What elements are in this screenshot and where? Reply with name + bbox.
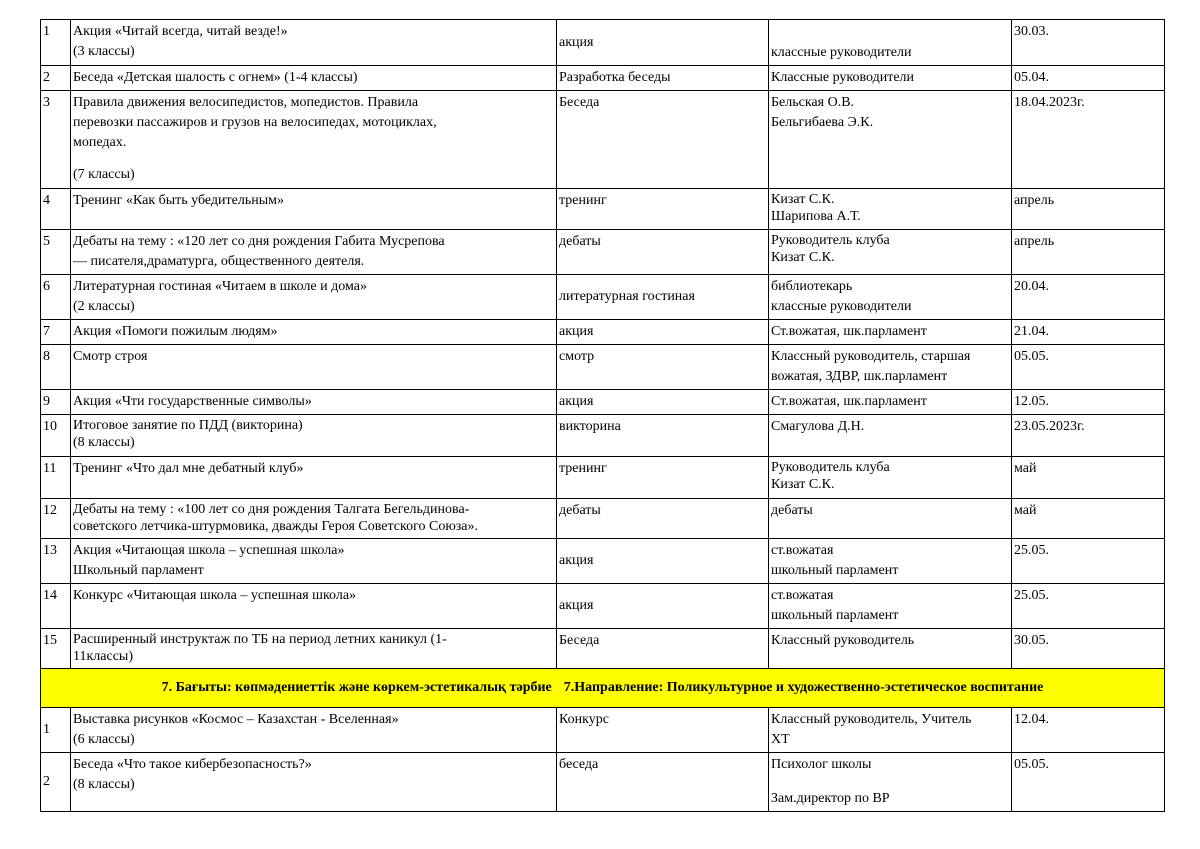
table-row	[41, 457, 1165, 499]
responsible-text: ХТ	[771, 732, 790, 747]
event-text: (7 классы)	[73, 167, 135, 182]
responsible-cell	[769, 66, 1012, 91]
event-text: Акция «Читающая школа – успешная школа»	[73, 543, 345, 558]
date-cell: 30.03.	[1012, 20, 1165, 66]
event-text: — писателя,драматурга, общественного деятеля.	[73, 254, 365, 269]
spacer	[73, 153, 554, 165]
responsible-text: Смагулова Д.Н.	[771, 419, 865, 434]
table-row	[41, 753, 1165, 812]
row-number: 13	[41, 539, 71, 584]
row-number: 1	[41, 20, 71, 66]
event-text: (8 классы)	[73, 777, 135, 792]
responsible-text: Кизат С.К.	[771, 477, 835, 492]
section-header	[41, 669, 1165, 708]
responsible-cell	[769, 584, 1012, 629]
event-text: Акция «Помоги пожилым людям»	[73, 324, 278, 339]
row-number: 2	[41, 753, 71, 812]
responsible-text: Психолог школы	[771, 757, 872, 772]
spacer	[771, 775, 1009, 789]
responsible-text: ст.вожатая	[771, 588, 834, 603]
form-cell: смотр	[557, 345, 769, 390]
date-cell: апрель	[1012, 230, 1165, 275]
responsible-text: Ст.вожатая, шк.парламент	[771, 394, 927, 409]
row-number: 9	[41, 390, 71, 415]
event-cell	[71, 708, 557, 753]
form-cell: Конкурс	[557, 708, 769, 753]
responsible-cell	[769, 753, 1012, 812]
responsible-cell	[769, 499, 1012, 539]
responsible-text: Руководитель клуба	[771, 233, 890, 248]
event-cell	[71, 275, 557, 320]
table-row	[41, 629, 1165, 669]
form-cell: тренинг	[557, 457, 769, 499]
responsible-text: Классный руководитель	[771, 633, 915, 648]
date-cell: май	[1012, 457, 1165, 499]
form-cell: викторина	[557, 415, 769, 457]
responsible-text: Ст.вожатая, шк.парламент	[771, 324, 927, 339]
responsible-text: библиотекарь	[771, 279, 853, 294]
form-cell: тренинг	[557, 189, 769, 230]
row-number: 12	[41, 499, 71, 539]
row-number: 14	[41, 584, 71, 629]
form-cell: Беседа	[557, 91, 769, 189]
responsible-text: Руководитель клуба	[771, 460, 890, 475]
responsible-text: Кизат С.К.	[771, 250, 835, 265]
row-number: 3	[41, 91, 71, 189]
section-title-kz: 7. Бағыты: көпмәдениеттік және көркем-эстетикалық тәрбие	[161, 680, 552, 695]
row-number: 15	[41, 629, 71, 669]
table-row	[41, 66, 1165, 91]
table-row	[41, 345, 1165, 390]
row-number: 5	[41, 230, 71, 275]
event-cell	[71, 457, 557, 499]
row-number: 10	[41, 415, 71, 457]
event-cell	[71, 390, 557, 415]
form-cell: Разработка беседы	[557, 66, 769, 91]
date-cell: 25.05.	[1012, 584, 1165, 629]
section-header-row	[41, 669, 1165, 708]
responsible-text: классные руководители	[771, 299, 912, 314]
date-cell: 12.05.	[1012, 390, 1165, 415]
event-plan-table	[40, 19, 1165, 812]
event-text: Дебаты на тему : «120 лет со дня рождения Габита Мусрепова	[73, 234, 445, 249]
table-row	[41, 320, 1165, 345]
event-text: Конкурс «Читающая школа – успешная школа»	[73, 588, 357, 603]
form-cell: дебаты	[557, 499, 769, 539]
responsible-cell	[769, 320, 1012, 345]
event-text: перевозки пассажиров и грузов на велосипедах, мотоциклах,	[73, 115, 437, 130]
row-number: 11	[41, 457, 71, 499]
responsible-text: Бельская О.В.	[771, 95, 855, 110]
event-cell	[71, 415, 557, 457]
event-text: (3 классы)	[73, 44, 135, 59]
date-cell: 23.05.2023г.	[1012, 415, 1165, 457]
form-cell: акция	[557, 390, 769, 415]
date-cell: 05.05.	[1012, 753, 1165, 812]
event-cell	[71, 753, 557, 812]
table-row	[41, 91, 1165, 189]
table-row	[41, 415, 1165, 457]
event-text: советского летчика-штурмовика, дважды Героя Советского Союза».	[73, 519, 479, 534]
table-row	[41, 20, 1165, 66]
table-row	[41, 230, 1165, 275]
event-text: Школьный парламент	[73, 563, 204, 578]
table-row	[41, 708, 1165, 753]
event-text: Тренинг «Как быть убедительным»	[73, 193, 285, 208]
date-cell: 18.04.2023г.	[1012, 91, 1165, 189]
table-row	[41, 390, 1165, 415]
responsible-cell	[769, 91, 1012, 189]
date-cell: май	[1012, 499, 1165, 539]
event-text: Итоговое занятие по ПДД (викторина)	[73, 418, 303, 433]
row-number: 6	[41, 275, 71, 320]
date-cell: 25.05.	[1012, 539, 1165, 584]
table-row	[41, 275, 1165, 320]
event-cell	[71, 320, 557, 345]
event-text: Расширенный инструктаж по ТБ на период летних каникул (1-	[73, 632, 447, 647]
responsible-cell	[769, 415, 1012, 457]
responsible-text: Бельгибаева Э.К.	[771, 115, 874, 130]
date-cell: 30.05.	[1012, 629, 1165, 669]
table-row	[41, 499, 1165, 539]
event-text: Выставка рисунков «Космос – Казахстан - Вселенная»	[73, 712, 399, 727]
form-cell: Беседа	[557, 629, 769, 669]
event-text: Тренинг «Что дал мне дебатный клуб»	[73, 461, 304, 476]
responsible-cell	[769, 275, 1012, 320]
responsible-text: Шарипова А.Т.	[771, 209, 861, 224]
event-text: Дебаты на тему : «100 лет со дня рождения Талгата Бегельдинова-	[73, 502, 470, 517]
responsible-text: Классный руководитель, Учитель	[771, 712, 972, 727]
event-cell	[71, 629, 557, 669]
event-text: Смотр строя	[73, 349, 148, 364]
event-text: (6 классы)	[73, 732, 135, 747]
event-cell	[71, 66, 557, 91]
event-text: Акция «Читай всегда, читай везде!»	[73, 24, 288, 39]
responsible-cell	[769, 189, 1012, 230]
responsible-text: Кизат С.К.	[771, 192, 835, 207]
responsible-cell	[769, 230, 1012, 275]
row-number: 4	[41, 189, 71, 230]
date-cell: 21.04.	[1012, 320, 1165, 345]
event-text: 11классы)	[73, 649, 133, 664]
row-number: 2	[41, 66, 71, 91]
section-title-group	[41, 678, 1164, 698]
responsible-cell	[769, 390, 1012, 415]
date-cell: 12.04.	[1012, 708, 1165, 753]
event-text: (8 классы)	[73, 435, 135, 450]
form-cell: дебаты	[557, 230, 769, 275]
responsible-text: классные руководители	[771, 45, 912, 60]
form-cell: литературная гостиная	[557, 275, 769, 320]
event-text: (2 классы)	[73, 299, 135, 314]
event-text: Акция «Чти государственные символы»	[73, 394, 312, 409]
event-text: Беседа «Что такое кибербезопасность?»	[73, 757, 312, 772]
event-cell	[71, 345, 557, 390]
responsible-text: Зам.директор по ВР	[771, 791, 890, 806]
form-cell: акция	[557, 20, 769, 66]
form-cell: акция	[557, 320, 769, 345]
event-cell	[71, 539, 557, 584]
responsible-text: школьный парламент	[771, 563, 899, 578]
event-cell	[71, 189, 557, 230]
event-cell	[71, 499, 557, 539]
row-number: 8	[41, 345, 71, 390]
event-text: Правила движения велосипедистов, мопедистов. Правила	[73, 95, 419, 110]
responsible-text: Классный руководитель, старшая	[771, 349, 971, 364]
event-cell	[71, 91, 557, 189]
responsible-cell	[769, 345, 1012, 390]
event-text: Беседа «Детская шалость с огнем» (1-4 классы)	[73, 70, 358, 85]
date-cell: 20.04.	[1012, 275, 1165, 320]
date-cell: 05.04.	[1012, 66, 1165, 91]
responsible-text: ст.вожатая	[771, 543, 834, 558]
responsible-cell	[769, 20, 1012, 66]
event-text: Литературная гостиная «Читаем в школе и дома»	[73, 279, 367, 294]
section-title-ru: 7.Направление: Поликультурное и художественно-эстетическое воспитание	[563, 680, 1044, 695]
responsible-text: Классные руководители	[771, 70, 915, 85]
table-row	[41, 584, 1165, 629]
event-cell	[71, 20, 557, 66]
responsible-text: вожатая, ЗДВР, шк.парламент	[771, 369, 948, 384]
form-cell: акция	[557, 584, 769, 629]
responsible-cell	[769, 539, 1012, 584]
responsible-text: школьный парламент	[771, 608, 899, 623]
responsible-cell	[769, 708, 1012, 753]
date-cell: 05.05.	[1012, 345, 1165, 390]
form-cell: беседа	[557, 753, 769, 812]
date-cell: апрель	[1012, 189, 1165, 230]
event-cell	[71, 584, 557, 629]
responsible-cell	[769, 629, 1012, 669]
responsible-text: дебаты	[771, 503, 813, 518]
table-row	[41, 539, 1165, 584]
row-number: 1	[41, 708, 71, 753]
form-cell: акция	[557, 539, 769, 584]
row-number: 7	[41, 320, 71, 345]
event-text: мопедах.	[73, 135, 127, 150]
table-row	[41, 189, 1165, 230]
document-page	[40, 19, 1164, 812]
event-cell	[71, 230, 557, 275]
responsible-cell	[769, 457, 1012, 499]
